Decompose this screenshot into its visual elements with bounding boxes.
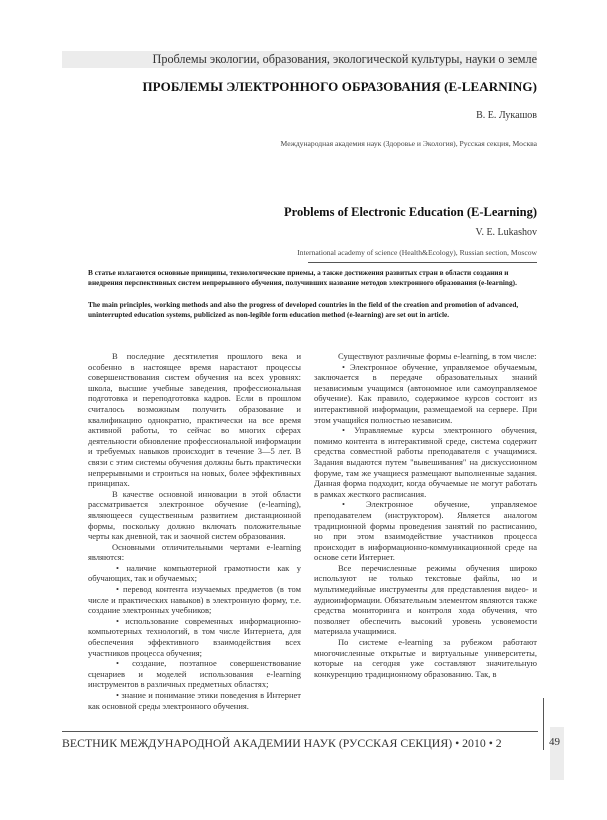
- bullet-item: • Управляемые курсы электронного обучения, помимо контента в интерактивной среде, система содержит средства совместной работы преподавателя с учащимися. Задания выдаются путем "вывешивания" на дискуссионном форуме, там же учащиеся размещают выполненные задания. Данная форма подходит, когда обучаемые не могут работать в рамках жесткого расписания.: [314, 425, 537, 499]
- paragraph: Все перечисленные режимы обучения широко используют не только текстовые файлы, но и мультимедийные инструменты для представления видео- и аудиоинформации. Обязательным элементом являются также средства мониторинга и контроля хода обучения, что позволяет обеспечить высокий уровень усвояемости материала учащимися.: [314, 562, 537, 637]
- affiliation-en: International academy of science (Health&Ecology), Russian section, Moscow: [297, 248, 537, 257]
- body-column-left: [88, 351, 301, 711]
- abstract-en: The main principles, working methods and also the progress of developed countries in the field of the creation and promotion of advanced, uninterrupted education systems, publicized as non-legible form education method (e-learning) are set out in article.: [88, 300, 519, 319]
- bullet-item: • наличие компьютерной грамотности как у обучающих, так и обучаемых;: [88, 562, 301, 584]
- page-margin-line: [543, 698, 544, 750]
- paragraph: По системе e-learning за рубежом работают многочисленные открытые и виртуальные университеты, которые на сегодня уже составляют значительную конкуренцию традиционному образованию. Так, в: [314, 637, 537, 679]
- page-number-tab: [550, 727, 564, 780]
- paragraph: Основными отличительными чертами e-learning являются:: [88, 541, 301, 563]
- bullet-item: • знание и понимание этики поведения в Интернет как основной среды электронного обучения.: [88, 690, 301, 711]
- bullet-item: • использование современных информационно-компьютерных технологий, в том числе Интернета, для обеспечения эффективного взаимодействия всех участников процесса обучения;: [88, 615, 301, 658]
- bullet-item: • Электронное обучение, управляемое преподавателем (инструктором). Является аналогом традиционной формы проведения занятий по расписанию, но при этом взаимодействие участников процесса происходит в информационно-коммуникационной среде на основе сети Интернет.: [314, 499, 537, 563]
- author-en: V. E. Lukashov: [475, 227, 537, 238]
- author-ru: В. Е. Лукашов: [476, 110, 537, 121]
- journal-footer: ВЕСТНИК МЕЖДУНАРОДНОЙ АКАДЕМИИ НАУК (РУССКАЯ СЕКЦИЯ) • 2010 • 2: [62, 736, 502, 750]
- article-title-en: Problems of Electronic Education (E-Learning): [284, 205, 537, 219]
- bullet-item: • перевод контента изучаемых предметов (в том числе и практических навыков) в электронную форму, т.е. создание электронных учебников;: [88, 584, 301, 616]
- body-column-right: [314, 351, 537, 679]
- paragraph: В последние десятилетия прошлого века и особенно в настоящее время нарастают процессы совершенствования систем обучения на всех уровнях: школа, высшие учебные заведения, профессиональная подготовка и переподготовка кадров. Если в прошлом считалось возможным получить образование и квалификацию однократно, практически на все время активной работы, то сейчас во многих сферах деятельности обновление профессиональной информации и требуемых навыков происходит в течение 3—5 лет. В связи с этим системы обучения должны быть практически непрерывными и строиться на новых, более эффективных принципах.: [88, 351, 301, 489]
- paragraph: Существуют различные формы e-learning, в том числе:: [338, 351, 537, 361]
- page-number: 49: [549, 736, 560, 748]
- affiliation-ru: Международная академия наук (Здоровье и Экология), Русская секция, Москва: [280, 139, 537, 148]
- section-header: Проблемы экологии, образования, экологической культуры, науки о земле: [152, 52, 537, 66]
- bullet-item: • Электронное обучение, управляемое обучаемым, заключается в передаче образовательных знаний независимым учащимся (автономное или самоуправляемое обучение). Как правило, содержимое курсов состоит из интерактивной информации, размещаемой на сервере. При этом учащийся полностью независим.: [314, 361, 537, 425]
- abstract-ru: В статье излагаются основные принципы, технологические приемы, а также достижения развитых стран в области создания и внедрения перспективных систем непрерывного обучения, получивших название методов электронного образования (e-learning).: [88, 268, 517, 287]
- footer-divider: [62, 731, 538, 732]
- bullet-item: • создание, поэтапное совершенствование сценариев и моделей использования e-learning инструментов в различных предметных областях;: [88, 658, 301, 690]
- title-divider: [308, 262, 537, 263]
- article-title-ru: ПРОБЛЕМЫ ЭЛЕКТРОННОГО ОБРАЗОВАНИЯ (E-LEARNING): [142, 79, 537, 94]
- paragraph: В качестве основной инновации в этой области рассматривается электронное обучение (e-learning), являющееся существенным развитием дистанционной формы, поскольку должно включать положительные черты как дневной, так и заочной систем образования.: [88, 488, 301, 542]
